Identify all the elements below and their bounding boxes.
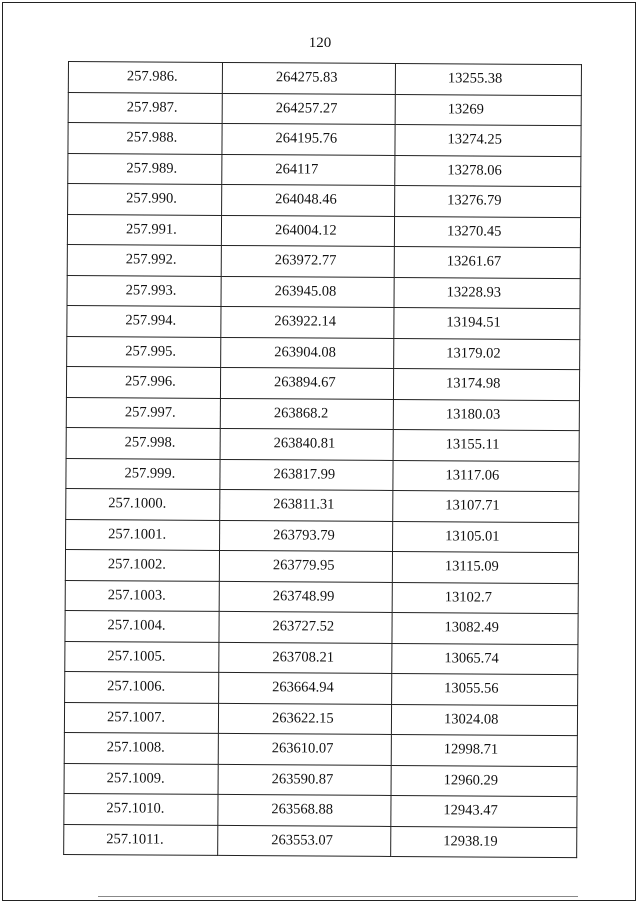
x-coordinate-cell-text: 263568.88 <box>271 801 334 818</box>
y-coordinate-cell-text: 12960.29 <box>443 772 499 789</box>
point-id-cell <box>65 610 219 641</box>
coordinates-table <box>63 61 582 858</box>
point-id-cell <box>65 641 219 672</box>
x-coordinate-cell <box>222 62 395 94</box>
x-coordinate-cell <box>221 337 394 369</box>
x-coordinate-cell <box>221 306 394 338</box>
point-id-cell <box>68 184 222 215</box>
x-coordinate-cell <box>219 672 392 704</box>
y-coordinate-cell-text: 13024.08 <box>443 711 499 728</box>
point-id-cell-text: 257.998. <box>124 434 176 451</box>
x-coordinate-cell-text: 263610.07 <box>271 740 334 757</box>
table-row <box>67 214 580 248</box>
y-coordinate-cell-text: 13055.56 <box>444 680 499 697</box>
y-coordinate-cell <box>391 734 577 766</box>
table-row <box>66 397 579 431</box>
page-number: 120 <box>308 35 332 51</box>
x-coordinate-cell <box>219 642 392 674</box>
point-id-cell-text: 257.1011. <box>106 830 164 848</box>
y-coordinate-cell-text: 13179.02 <box>446 345 501 362</box>
point-id-cell <box>68 153 222 184</box>
point-id-cell <box>65 549 219 580</box>
y-coordinate-cell <box>392 643 578 675</box>
point-id-cell <box>66 397 220 428</box>
y-coordinate-cell <box>393 399 579 431</box>
y-coordinate-cell <box>395 155 581 187</box>
point-id-cell-text: 257.1003. <box>107 587 166 604</box>
x-coordinate-cell-text: 264048.46 <box>275 191 337 208</box>
y-coordinate-cell <box>393 460 579 492</box>
y-coordinate-cell-text: 13228.93 <box>446 284 502 301</box>
x-coordinate-cell-text: 263904.08 <box>274 344 336 361</box>
table-row <box>67 275 580 309</box>
y-coordinate-cell <box>391 704 577 736</box>
table-row <box>68 62 581 96</box>
x-coordinate-cell-text: 263894.67 <box>273 374 336 391</box>
point-id-cell-text: 257.1007. <box>106 709 166 726</box>
y-coordinate-cell <box>395 64 581 96</box>
y-coordinate-cell-text: 13261.67 <box>446 253 502 270</box>
x-coordinate-cell-text: 263840.81 <box>273 435 336 452</box>
y-coordinate-cell-text: 13270.45 <box>446 223 502 240</box>
y-coordinate-cell <box>391 795 577 827</box>
point-id-cell <box>66 519 220 550</box>
footer-scan-line <box>98 896 578 897</box>
x-coordinate-cell <box>218 733 391 765</box>
point-id-cell <box>66 366 220 397</box>
x-coordinate-cell-text: 263922.14 <box>274 313 337 330</box>
y-coordinate-cell <box>392 612 578 644</box>
y-coordinate-cell-text: 12938.19 <box>443 833 498 850</box>
point-id-cell-text: 257.989. <box>126 160 178 177</box>
x-coordinate-cell <box>220 459 393 491</box>
y-coordinate-cell-text: 13274.25 <box>447 131 502 148</box>
x-coordinate-cell-text: 263708.21 <box>272 649 335 666</box>
point-id-cell-text: 257.1001. <box>108 526 167 543</box>
point-id-cell-text: 257.993. <box>125 282 177 299</box>
table-row <box>64 763 577 797</box>
y-coordinate-cell <box>393 521 579 553</box>
x-coordinate-cell <box>218 794 391 826</box>
x-coordinate-cell-text: 264195.76 <box>275 130 338 147</box>
x-coordinate-cell-text: 263590.87 <box>271 771 334 788</box>
y-coordinate-cell-text: 12943.47 <box>443 802 498 819</box>
point-id-cell <box>66 488 220 519</box>
point-id-cell-text: 257.1009. <box>106 769 165 787</box>
y-coordinate-cell <box>392 582 578 614</box>
point-id-cell <box>65 580 219 611</box>
x-coordinate-cell-text: 263553.07 <box>271 832 333 849</box>
table-row <box>65 641 578 675</box>
x-coordinate-cell <box>222 93 395 125</box>
table-row <box>64 793 577 827</box>
y-coordinate-cell-text: 13082.49 <box>444 619 499 636</box>
y-coordinate-cell <box>393 490 579 522</box>
x-coordinate-cell <box>218 825 391 857</box>
table-row <box>68 184 581 218</box>
point-id-cell <box>65 671 219 702</box>
point-id-cell <box>67 305 221 336</box>
y-coordinate-cell-text: 13278.06 <box>447 162 502 179</box>
table-row <box>64 824 577 858</box>
table-row <box>67 244 580 278</box>
table-row <box>66 519 579 553</box>
point-id-cell <box>66 427 220 458</box>
y-coordinate-cell <box>394 307 580 339</box>
x-coordinate-cell <box>220 428 393 460</box>
point-id-cell-text: 257.991. <box>125 221 177 238</box>
y-coordinate-cell <box>393 429 579 461</box>
table-row <box>68 123 581 157</box>
y-coordinate-cell <box>391 826 577 858</box>
y-coordinate-cell <box>392 673 578 705</box>
y-coordinate-cell <box>394 216 580 248</box>
y-coordinate-cell <box>395 94 581 126</box>
y-coordinate-cell-text: 13117.06 <box>445 467 500 484</box>
y-coordinate-cell-text: 13155.11 <box>445 436 500 453</box>
x-coordinate-cell-text: 263779.95 <box>272 557 335 574</box>
x-coordinate-cell <box>220 367 393 399</box>
x-coordinate-cell-text: 263811.31 <box>273 496 335 513</box>
point-id-cell-text: 257.988. <box>126 129 178 146</box>
x-coordinate-cell <box>220 520 393 552</box>
y-coordinate-cell <box>391 765 577 797</box>
y-coordinate-cell-text: 13174.98 <box>445 375 501 392</box>
point-id-cell <box>64 793 218 824</box>
table-row <box>64 732 577 766</box>
table-row <box>68 92 581 126</box>
x-coordinate-cell <box>221 245 394 277</box>
x-coordinate-cell <box>222 154 395 186</box>
point-id-cell <box>68 92 222 123</box>
x-coordinate-cell-text: 264257.27 <box>275 100 338 117</box>
table-row <box>68 153 581 187</box>
y-coordinate-cell <box>394 246 580 278</box>
x-coordinate-cell <box>222 123 395 155</box>
x-coordinate-cell-text: 263622.15 <box>271 710 334 727</box>
y-coordinate-cell-text: 13269 <box>447 101 485 118</box>
table-row <box>66 366 579 400</box>
x-coordinate-cell-text: 264117 <box>275 161 319 178</box>
table-row <box>66 488 579 522</box>
point-id-cell <box>68 123 222 154</box>
table-row <box>65 671 578 705</box>
x-coordinate-cell <box>221 215 394 247</box>
point-id-cell-text: 257.994. <box>125 312 177 329</box>
x-coordinate-cell-text: 263748.99 <box>272 588 335 605</box>
y-coordinate-cell-text: 13276.79 <box>447 192 502 209</box>
point-id-cell <box>64 824 218 855</box>
x-coordinate-cell-text: 263727.52 <box>272 618 335 635</box>
point-id-cell-text: 257.996. <box>124 373 176 390</box>
y-coordinate-cell-text: 13180.03 <box>445 406 501 423</box>
point-id-cell <box>66 458 220 489</box>
table-row <box>65 580 578 614</box>
point-id-cell <box>67 275 221 306</box>
point-id-cell-text: 257.1002. <box>107 556 166 573</box>
table-row <box>65 549 578 583</box>
y-coordinate-cell <box>395 185 581 217</box>
x-coordinate-cell-text: 263817.99 <box>273 466 336 483</box>
y-coordinate-cell-text: 13115.09 <box>444 558 499 575</box>
point-id-cell <box>67 244 221 275</box>
point-id-cell-text: 257.1000. <box>108 495 167 512</box>
y-coordinate-cell <box>392 551 578 583</box>
x-coordinate-cell-text: 263945.08 <box>274 283 337 300</box>
y-coordinate-cell-text: 13105.01 <box>445 528 500 545</box>
y-coordinate-cell <box>395 124 581 156</box>
x-coordinate-cell <box>218 703 391 735</box>
x-coordinate-cell <box>219 611 392 643</box>
x-coordinate-cell <box>219 550 392 582</box>
y-coordinate-cell <box>393 368 579 400</box>
point-id-cell-text: 257.995. <box>125 343 177 360</box>
x-coordinate-cell-text: 263972.77 <box>274 252 337 269</box>
point-id-cell <box>67 336 221 367</box>
y-coordinate-cell-text: 13107.71 <box>445 497 500 514</box>
point-id-cell-text: 257.987. <box>126 99 178 116</box>
y-coordinate-cell-text: 13194.51 <box>446 314 501 331</box>
point-id-cell <box>68 62 222 93</box>
x-coordinate-cell-text: 264004.12 <box>274 222 337 239</box>
x-coordinate-cell <box>220 489 393 521</box>
point-id-cell-text: 257.990. <box>126 190 177 207</box>
table-row <box>66 458 579 492</box>
point-id-cell <box>64 763 218 794</box>
x-coordinate-cell <box>221 276 394 308</box>
point-id-cell-text: 257.1006. <box>107 678 166 695</box>
point-id-cell-text: 257.1008. <box>106 739 165 756</box>
x-coordinate-cell-text: 263793.79 <box>273 527 335 544</box>
table-row <box>64 702 577 736</box>
x-coordinate-cell <box>218 764 391 796</box>
point-id-cell-text: 257.997. <box>124 404 176 421</box>
y-coordinate-cell <box>394 338 580 370</box>
point-id-cell-text: 257.999. <box>124 465 176 482</box>
x-coordinate-cell-text: 263868.2 <box>273 405 329 422</box>
x-coordinate-cell <box>220 398 393 430</box>
y-coordinate-cell <box>394 277 580 309</box>
y-coordinate-cell-text: 12998.71 <box>443 741 499 758</box>
table-row <box>67 336 580 370</box>
x-coordinate-cell-text: 263664.94 <box>272 679 334 696</box>
y-coordinate-cell-text: 13065.74 <box>444 650 499 667</box>
point-id-cell-text: 257.992. <box>125 251 177 268</box>
y-coordinate-cell-text: 13255.38 <box>447 70 503 87</box>
x-coordinate-cell-text: 264275.83 <box>275 69 338 86</box>
table-row <box>66 427 579 461</box>
y-coordinate-cell-text: 13102.7 <box>444 589 492 606</box>
table-row <box>65 610 578 644</box>
point-id-cell <box>64 702 218 733</box>
x-coordinate-cell <box>219 581 392 613</box>
point-id-cell-text: 257.986. <box>126 68 178 85</box>
point-id-cell-text: 257.1004. <box>107 617 166 634</box>
point-id-cell <box>64 732 218 763</box>
point-id-cell-text: 257.1005. <box>107 648 166 665</box>
point-id-cell <box>67 214 221 245</box>
table-row <box>67 305 580 339</box>
coordinates-table-body <box>64 62 582 858</box>
point-id-cell-text: 257.1010. <box>106 800 165 817</box>
x-coordinate-cell <box>222 184 395 216</box>
